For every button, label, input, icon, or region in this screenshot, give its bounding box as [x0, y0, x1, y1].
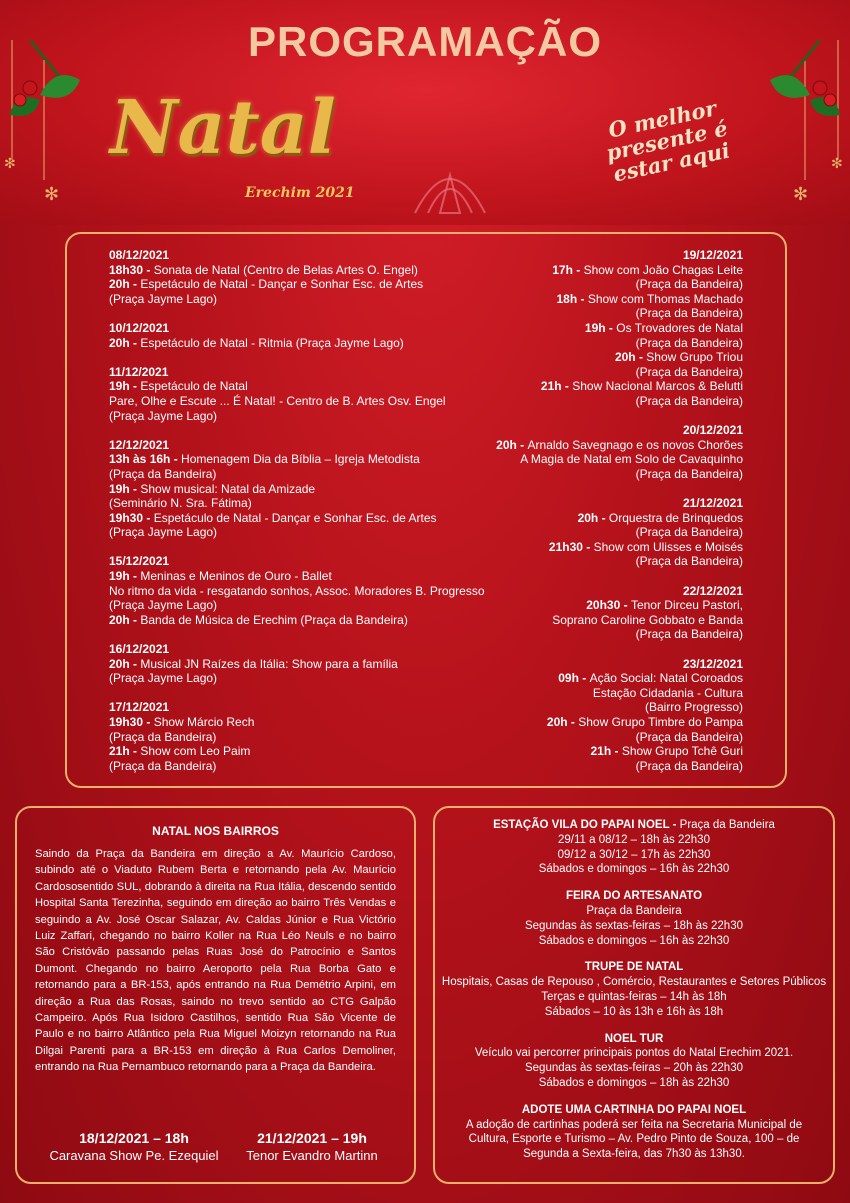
schedule-day [443, 423, 743, 481]
schedule-time: 21h - [109, 744, 141, 759]
schedule-text: (Praça da Bandeira) [109, 758, 217, 773]
schedule-time: 19h - [109, 481, 141, 496]
event-date: 18/12/2021 – 18h [79, 1130, 189, 1146]
schedule-text: Espetáculo de Natal - Dançar e Sonhar Esc. de Artes [140, 277, 424, 292]
schedule-entry [443, 467, 743, 482]
schedule-time: 21h30 - [548, 539, 594, 554]
estacao-place: Praça da Bandeira [679, 819, 775, 831]
schedule-date: 20/12/2021 [682, 423, 743, 438]
schedule-text: (Praça Jayme Lago) [109, 671, 218, 686]
schedule-entry [443, 671, 743, 686]
schedule-time: 19h - [109, 569, 141, 584]
schedule-time: 19h - [584, 320, 617, 335]
schedule-text: Banda de Música de Erechim (Praça da Bandeira) [140, 612, 408, 627]
schedule-entry [109, 496, 469, 511]
bairros-event [39, 1130, 229, 1163]
schedule-text: Espetáculo de Natal - Ritmia (Praça Jayme Lago) [140, 335, 404, 350]
svg-text:✻: ✻ [831, 156, 843, 172]
schedule-day [109, 700, 469, 773]
schedule-day [443, 496, 743, 569]
bairros-event [217, 1130, 407, 1163]
schedule-text: Orquestra de Brinquedos [608, 510, 743, 525]
schedule-entry [443, 627, 743, 642]
schedule-entry [443, 730, 743, 745]
schedule-entry [109, 744, 469, 759]
schedule-entry [109, 759, 469, 774]
feira-line: Sábados e domingos – 16h às 22h30 [538, 934, 730, 947]
schedule-text: (Praça da Bandeira) [635, 466, 743, 481]
adote-title: ADOTE UMA CARTINHA DO PAPAI NOEL [521, 1103, 747, 1116]
schedule-text: Homenagem Dia da Bíblia – Igreja Metodista [181, 452, 420, 467]
schedule-text: (Seminário N. Sra. Fátima) [109, 496, 252, 511]
schedule-entry [443, 744, 743, 759]
schedule-text: (Praça da Bandeira) [635, 277, 743, 292]
schedule-time: 13h às 16h - [109, 452, 182, 467]
schedule-entry [443, 759, 743, 774]
schedule-text: (Praça Jayme Lago) [109, 291, 218, 306]
schedule-text: No ritmo da vida - resgatando sonhos, Assoc. Moradores B. Progresso [109, 583, 485, 598]
trupe-line: Terças e quintas-feiras – 14h às 18h [541, 990, 727, 1003]
schedule-text: Ação Social: Natal Coroados [589, 671, 743, 686]
event-name: Tenor Evandro Martinn [246, 1148, 378, 1163]
schedule-text: (Praça da Bandeira) [635, 554, 743, 569]
info-box [433, 806, 835, 1184]
schedule-entry [443, 598, 743, 613]
schedule-text: Show com João Chagas Leite [583, 262, 743, 277]
schedule-entry [443, 350, 743, 365]
schedule-time: 17h - [552, 262, 584, 277]
schedule-entry [443, 321, 743, 336]
schedule-text: A Magia de Natal em Solo de Cavaquinho [520, 452, 743, 467]
schedule-time: 18h - [556, 291, 588, 306]
schedule-entry [443, 511, 743, 526]
trupe-line: Hospitais, Casas de Repouso , Comércio, Restaurantes e Setores Públicos [441, 976, 827, 989]
schedule-text: Show Márcio Rech [153, 715, 255, 729]
schedule-entry [109, 482, 469, 497]
trupe-line: Sábados – 10 às 13h e 16h às 18h [544, 1005, 724, 1018]
adote-line: Segunda a Sexta-feira, das 7h30 às 13h30. [523, 1148, 745, 1161]
noel-title: NOEL TUR [604, 1032, 664, 1045]
schedule-date: 08/12/2021 [109, 248, 170, 262]
schedule-time: 20h - [109, 656, 141, 671]
estacao-line: 29/11 a 08/12 – 18h às 22h30 [558, 833, 710, 846]
schedule-text: Show com Thomas Machado [587, 291, 743, 306]
schedule-time: 20h - [109, 612, 141, 627]
schedule-text: (Praça da Bandeira) [635, 729, 743, 744]
noel-line: Veículo vai percorrer principais pontos do Natal Erechim 2021. [474, 1047, 794, 1060]
schedule-time: 20h - [496, 437, 528, 452]
estacao-line: 09/12 a 30/12 – 17h às 22h30 [557, 848, 711, 861]
schedule-text: Soprano Caroline Gobbato e Banda [552, 612, 743, 627]
estacao-title: ESTAÇÃO VILA DO PAPAI NOEL - [493, 819, 680, 831]
schedule-entry [443, 452, 743, 467]
schedule-day [109, 365, 469, 423]
schedule-text: (Praça da Bandeira) [635, 525, 743, 540]
schedule-text: Arnaldo Savegnago e os novos Chorões [527, 437, 743, 452]
schedule-text: (Praça da Bandeira) [635, 393, 743, 408]
schedule-day [109, 321, 469, 350]
schedule-text: Espetáculo de Natal [140, 379, 248, 394]
schedule-text: Musical JN Raízes da Itália: Show para a família [140, 656, 398, 671]
schedule-time: 20h - [577, 510, 609, 525]
adote-line: A adoção de cartinhas poderá ser feita na Secretaria Municipal de [465, 1118, 803, 1131]
estacao-line: Sábados e domingos – 16h às 22h30 [538, 863, 730, 876]
schedule-text: (Praça da Bandeira) [109, 466, 217, 481]
natal-logo-subtitle: Erechim 2021 [245, 185, 355, 201]
schedule-date: 19/12/2021 [682, 248, 743, 262]
schedule-time: 20h - [614, 350, 647, 365]
schedule-entry [109, 292, 469, 307]
schedule-entry [443, 554, 743, 569]
schedule-text: (Praça da Bandeira) [635, 364, 743, 379]
schedule-text: (Praça Jayme Lago) [109, 408, 218, 423]
schedule-entry [109, 613, 469, 628]
schedule-entry [443, 700, 743, 715]
natal-logo: Natal [110, 85, 336, 171]
noel-line: Segundas às sextas-feiras – 20h às 22h30 [524, 1062, 743, 1075]
feira-section [435, 889, 833, 948]
schedule-entry [109, 394, 469, 409]
schedule-text: Show com Leo Paim [140, 744, 251, 759]
schedule-date: 21/12/2021 [682, 496, 743, 511]
schedule-entry [443, 715, 743, 730]
schedule-entry [109, 263, 469, 278]
natal-nos-bairros-box [15, 806, 416, 1184]
schedule-entry [443, 277, 743, 292]
schedule-entry [109, 583, 485, 599]
schedule-text: (Praça da Bandeira) [635, 335, 743, 350]
schedule-time: 20h30 - [586, 598, 631, 613]
schedule-text: (Praça da Bandeira) [109, 729, 217, 744]
schedule-entry [443, 394, 743, 409]
schedule-right-column [443, 248, 743, 788]
schedule-date: 17/12/2021 [109, 700, 170, 715]
svg-text:✻: ✻ [793, 184, 809, 205]
schedule-entry [443, 263, 743, 278]
schedule-day [443, 657, 743, 774]
schedule-day [109, 438, 469, 540]
event-date: 21/12/2021 – 19h [257, 1130, 367, 1146]
schedule-text: Show Grupo Timbre do Pampa [578, 715, 743, 729]
schedule-entry [109, 379, 469, 394]
schedule-entry [109, 657, 469, 672]
schedule-time: 19h30 - [109, 715, 154, 729]
estacao-section [435, 818, 833, 877]
schedule-entry [109, 467, 469, 482]
event-name: Caravana Show Pe. Ezequiel [49, 1148, 219, 1163]
noel-line: Sábados e domingos – 18h às 22h30 [538, 1076, 730, 1089]
schedule-date: 16/12/2021 [109, 642, 170, 657]
schedule-time: 19h - [109, 379, 141, 394]
schedule-time: 19h30 - [109, 510, 154, 525]
schedule-text: Show Nacional Marcos & Belutti [572, 379, 743, 394]
page-title: PROGRAMAÇÃO [248, 18, 602, 65]
schedule-text: (Bairro Progresso) [644, 700, 743, 715]
feira-line: Praça da Bandeira [586, 904, 682, 917]
schedule-text: (Praça Jayme Lago) [109, 598, 218, 613]
schedule-text: Os Trovadores de Natal [616, 320, 743, 335]
schedule-time: 20h - [546, 715, 579, 729]
schedule-entry [109, 336, 469, 351]
schedule-time: 21h - [540, 379, 573, 394]
schedule-text: Espetáculo de Natal - Dançar e Sonhar Esc. de Artes [153, 510, 437, 525]
slogan: O melhor presente é estar aqui [603, 95, 732, 187]
schedule-text: Sonata de Natal (Centro de Belas Artes O. Engel) [153, 262, 418, 277]
trupe-section [435, 960, 833, 1019]
schedule-text: Show Grupo Triou [646, 350, 743, 365]
schedule-entry [443, 540, 743, 555]
schedule-text: Meninas e Meninos de Ouro - Ballet [140, 569, 332, 584]
schedule-day [109, 642, 469, 686]
schedule-date: 15/12/2021 [109, 554, 170, 569]
svg-text:✻: ✻ [4, 156, 16, 172]
schedule-entry [443, 438, 743, 453]
schedule-date: 11/12/2021 [109, 364, 169, 379]
schedule-entry [443, 336, 743, 351]
schedule-time: 20h - [109, 335, 141, 350]
schedule-box [65, 232, 787, 788]
schedule-entry [443, 525, 743, 540]
schedule-day [443, 248, 743, 409]
schedule-entry [443, 365, 743, 380]
schedule-text: Show Grupo Tchê Guri [621, 744, 743, 759]
schedule-text: Estação Cidadania - Cultura [592, 685, 743, 700]
bairros-route-text: Saindo da Praça da Bandeira em direção a Av. Maurício Cardoso, subindo até o Viaduto Rubem Berta e retornando pela Av. Maurício Cardososentido SUL, dobrando à direita na Rua Itália, descendo sentido Hospital Santa Terezinha, seguindo em direção ao bairro Três Vendas e seguindo a Av. José Oscar Salazar, Av. Caldas Júnior e Rua Victório Luiz Zaffari, chegando no bairro Koller na Rua Léo Neuls e no bairro São Cristóvão passando pelas Ruas José do Patrocínio e Santos Dumont. Chegando no bairro Aeroporto pela Rua Borba Gato e retornando para a BR-153, após entrando na Rua Demétrio Arpini, em direção a Rua das Rosas, saindo no trevo sentido ao CTG Galpão Campeiro. Após Rua Isidoro Castilhos, sentido Rua São Vicente de Paulo e no bairro Atlântico pela Rua Miguel Moizyn retornando na Rua Dilgai Parenti para a BR-153 em direção à Rua Carlos Demoliner, entrando na Rua Pernambuco retornando para a Praça da Bandeira. [35, 848, 396, 1074]
schedule-text: (Praça Jayme Lago) [109, 525, 218, 540]
schedule-entry [109, 452, 469, 467]
schedule-date: 22/12/2021 [682, 583, 743, 598]
bairros-title: NATAL NOS BAIRROS [152, 824, 279, 838]
schedule-entry [443, 686, 743, 701]
schedule-text: (Praça da Bandeira) [635, 627, 743, 642]
schedule-text: Show com Ulisses e Moisés [593, 539, 743, 554]
schedule-time: 20h - [109, 277, 141, 292]
holly-ornament-left-icon [0, 40, 95, 210]
noel-tur-section [435, 1032, 833, 1091]
schedule-date: 10/12/2021 [109, 320, 170, 335]
schedule-text: Tenor Dirceu Pastori, [630, 598, 743, 613]
feira-line: Segundas às sextas-feiras – 18h às 22h30 [524, 919, 743, 932]
schedule-entry [109, 715, 469, 730]
schedule-entry [443, 613, 743, 628]
schedule-day [443, 584, 743, 642]
adote-line: Cultura, Esporte e Turismo – Av. Pedro Pinto de Souza, 100 – de [468, 1133, 800, 1146]
schedule-entry [443, 306, 743, 321]
schedule-entry [109, 277, 469, 292]
schedule-time: 18h30 - [109, 262, 154, 277]
holly-ornament-right-icon [755, 40, 850, 210]
schedule-text: (Praça da Bandeira) [635, 306, 743, 321]
schedule-entry [443, 292, 743, 307]
schedule-date: 23/12/2021 [682, 656, 743, 671]
christmas-tree-emblem-icon [410, 155, 490, 215]
schedule-date: 12/12/2021 [109, 437, 170, 452]
feira-title: FEIRA DO ARTESANATO [565, 890, 703, 903]
schedule-time: 21h - [590, 744, 622, 759]
schedule-text: Show musical: Natal da Amizade [140, 481, 316, 496]
schedule-entry [109, 598, 469, 613]
schedule-entry [109, 671, 469, 686]
schedule-text: (Praça da Bandeira) [635, 758, 743, 773]
schedule-entry [109, 730, 469, 745]
schedule-entry [109, 409, 469, 424]
schedule-entry [109, 525, 469, 540]
schedule-day [109, 248, 469, 306]
schedule-entry [109, 569, 469, 584]
schedule-left-column [109, 248, 485, 788]
trupe-title: TRUPE DE NATAL [584, 961, 684, 974]
svg-text:✻: ✻ [44, 184, 60, 205]
schedule-entry [109, 511, 469, 526]
schedule-day [109, 554, 485, 627]
schedule-time: 09h - [558, 671, 590, 686]
schedule-text: Pare, Olhe e Escute ... É Natal! - Centro de B. Artes Osv. Engel [109, 393, 446, 408]
adote-section [435, 1103, 833, 1162]
schedule-entry [443, 379, 743, 394]
